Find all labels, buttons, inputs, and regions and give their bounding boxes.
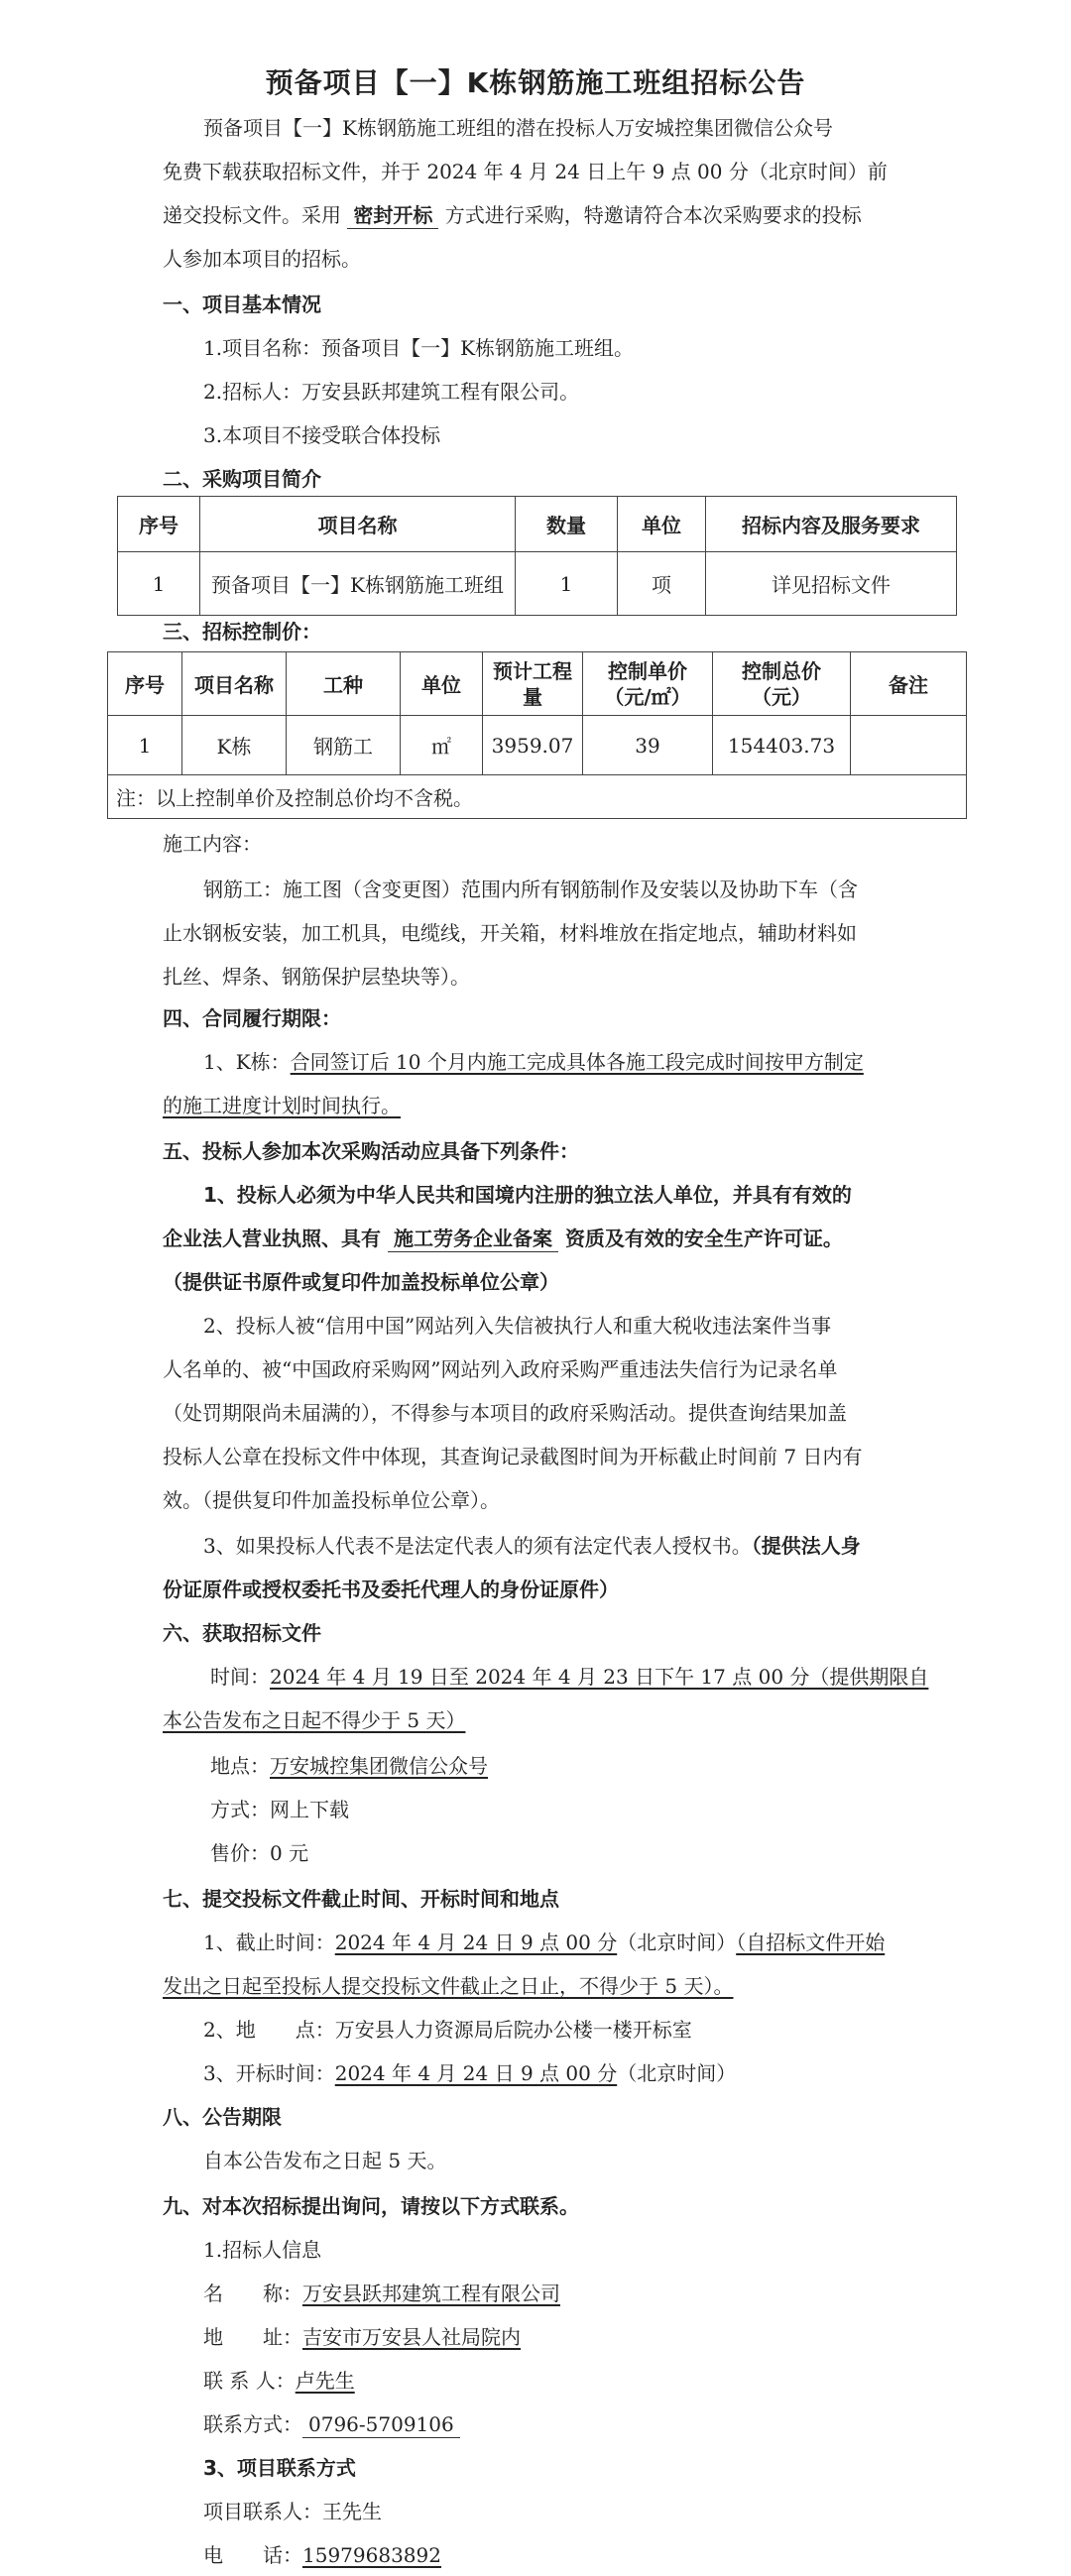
col-header: 序号 [118, 497, 200, 552]
tenderer-phone-value: 0796-5709106 [302, 2411, 460, 2438]
intro-text: 递交投标文件。采用 [163, 203, 341, 227]
price-table [107, 651, 967, 819]
col-header: 工种 [287, 652, 401, 716]
tenderer-address [203, 2322, 521, 2352]
deadline-line-1 [203, 1928, 885, 1957]
obtain-place [210, 1751, 488, 1781]
tenderer-name [203, 2279, 560, 2308]
project-phone-value: 15979683892 [302, 2543, 441, 2567]
col-header-part: 预计工程 [493, 658, 572, 683]
opening-location: 2、地 点：万安县人力资源局后院办公楼一楼开标室 [203, 2018, 692, 2042]
col-header: 单位 [401, 652, 483, 716]
col-header-part: （元） [752, 684, 811, 709]
intro-text: 方式进行采购，特邀请符合本次采购要求的投标 [444, 203, 862, 227]
col-header [713, 652, 851, 716]
contract-line-2: 的施工进度计划时间执行。 [163, 1094, 401, 1117]
col-header: 数量 [516, 497, 618, 552]
work-line-1: 钢筋工：施工图（含变更图）范围内所有钢筋制作及安装以及协助下车（含 [203, 878, 858, 901]
item-tenderer: 2.招标人：万安县跃邦建筑工程有限公司。 [203, 380, 580, 404]
table-row [118, 552, 957, 616]
bid-method: 密封开标 [347, 202, 438, 229]
tenderer-info-heading: 1.招标人信息 [203, 2238, 322, 2262]
contract-line-1 [203, 1047, 864, 1077]
condition-text: 3、如果投标人代表不是法定代表人的须有法定代表人授权书。 [203, 1534, 752, 1558]
section-heading-3: 三、招标控制价： [163, 620, 321, 644]
table-cell: 1 [108, 716, 182, 775]
table-cell: 39 [583, 716, 713, 775]
table-cell: K栋 [182, 716, 287, 775]
table-cell: 详见招标文件 [706, 552, 957, 616]
table-cell: 154403.73 [713, 716, 851, 775]
section-heading-4: 四、合同履行期限： [163, 1006, 341, 1030]
table-cell: 项 [618, 552, 706, 616]
item-project-name: 1.项目名称：预备项目【一】K栋钢筋施工班组。 [203, 336, 635, 360]
opening-time-label: 3、开标时间： [203, 2061, 335, 2085]
item-no-consortium: 3.本项目不接受联合体投标 [203, 423, 441, 447]
procurement-table [117, 496, 957, 616]
intro-line-3 [163, 200, 862, 230]
col-header-part: 控制单价 [608, 658, 687, 683]
col-header: 序号 [108, 652, 182, 716]
obtain-method: 方式：网上下载 [210, 1798, 349, 1821]
section-heading-8: 八、公告期限 [163, 2105, 282, 2129]
opening-time [203, 2058, 736, 2088]
col-header: 备注 [851, 652, 967, 716]
col-header-part: 量 [523, 684, 542, 709]
condition-2-line-3: （处罚期限尚未届满的），不得参与本项目的政府采购活动。提供查询结果加盖 [163, 1401, 847, 1425]
project-contact-label: 项目联系人： [203, 2500, 322, 2523]
section-heading-7: 七、提交投标文件截止时间、开标时间和地点 [163, 1887, 559, 1911]
qualification-required: 施工劳务企业备案 [388, 1226, 558, 1252]
page-title: 预备项目【一】K栋钢筋施工班组招标公告 [265, 66, 806, 99]
tenderer-name-value: 万安县跃邦建筑工程有限公司 [302, 2282, 560, 2305]
project-contact-heading: 3、项目联系方式 [203, 2456, 356, 2480]
col-header: 项目名称 [200, 497, 516, 552]
table-cell: ㎡ [401, 716, 483, 775]
table-cell: 钢筋工 [287, 716, 401, 775]
opening-time-value: 2024 年 4 月 24 日 9 点 00 分 [334, 2061, 618, 2085]
section-heading-5: 五、投标人参加本次采购活动应具备下列条件： [163, 1139, 579, 1163]
col-header [583, 652, 713, 716]
table-cell: 1 [118, 552, 200, 616]
tenderer-phone [203, 2409, 460, 2439]
work-line-2: 止水钢板安装，加工机具，电缆线，开关箱，材料堆放在指定地点，辅助材料如 [163, 921, 857, 945]
deadline-note: （自招标文件开始 [736, 1931, 886, 1954]
table-cell: 3959.07 [483, 716, 583, 775]
table-cell: 预备项目【一】K栋钢筋施工班组 [200, 552, 516, 616]
condition-1-line-2 [163, 1224, 843, 1253]
condition-1-line-1: 1、投标人必须为中华人民共和国境内注册的独立法人单位，并具有有效的 [203, 1183, 852, 1207]
work-line-3: 扎丝、焊条、钢筋保护层垫块等）。 [163, 965, 470, 989]
tenderer-contact [203, 2366, 355, 2396]
condition-2-line-1: 2、投标人被“信用中国”网站列入失信被执行人和重大税收违法案件当事 [203, 1314, 832, 1338]
price-note: 注：以上控制单价及控制总价均不含税。 [108, 775, 967, 819]
table-cell [851, 716, 967, 775]
obtain-place-value: 万安城控集团微信公众号 [270, 1754, 488, 1778]
tenderer-phone-label: 联系方式： [203, 2412, 302, 2436]
deadline-label: 1、截止时间： [203, 1931, 335, 1954]
contract-label: 1、K栋： [203, 1050, 291, 1074]
project-phone [203, 2540, 441, 2570]
intro-line-1: 预备项目【一】K栋钢筋施工班组的潜在投标人万安城控集团微信公众号 [203, 116, 833, 140]
contract-term: 合同签订后 10 个月内施工完成具体各施工段完成时间按甲方制定 [290, 1050, 864, 1074]
condition-2-line-2: 人名单的、被“中国政府采购网”网站列入政府采购严重违法失信行为记录名单 [163, 1357, 838, 1381]
section-heading-1: 一、项目基本情况 [163, 293, 321, 316]
col-header-part: 控制总价 [742, 658, 821, 683]
intro-line-2: 免费下载获取招标文件，并于 2024 年 4 月 24 日上午 9 点 00 分（北京时间）前 [163, 160, 888, 183]
condition-text-bold: （提供法人身 [751, 1534, 861, 1558]
condition-1-line-3: （提供证书原件或复印件加盖投标单位公章） [163, 1270, 559, 1294]
condition-3-line-1 [203, 1531, 861, 1561]
col-header [483, 652, 583, 716]
deadline-datetime: 2024 年 4 月 24 日 9 点 00 分 [334, 1931, 618, 1954]
condition-2-line-5: 效。（提供复印件加盖投标单位公章）。 [163, 1488, 500, 1512]
condition-text: 资质及有效的安全生产许可证。 [564, 1227, 843, 1250]
project-contact [203, 2497, 382, 2526]
condition-text: 企业法人营业执照、具有 [163, 1227, 381, 1250]
section-heading-9: 九、对本次招标提出询问，请按以下方式联系。 [163, 2194, 579, 2218]
tenderer-address-value: 吉安市万安县人社局院内 [302, 2325, 521, 2349]
obtain-time-label: 时间： [210, 1665, 270, 1689]
col-header: 招标内容及服务要求 [706, 497, 957, 552]
col-header-part: （元/㎡） [604, 684, 691, 709]
tenderer-contact-value: 卢先生 [295, 2369, 355, 2393]
deadline-line-2: 发出之日起至投标人提交投标文件截止之日止，不得少于 5 天）。 [163, 1974, 734, 1998]
tenderer-contact-label: 联 系 人： [203, 2369, 296, 2393]
obtain-price: 售价：0 元 [210, 1841, 309, 1865]
opening-time-zone: （北京时间） [617, 2061, 737, 2085]
table-row [108, 716, 967, 775]
intro-line-4: 人参加本项目的招标。 [163, 247, 361, 271]
notice-period: 自本公告发布之日起 5 天。 [203, 2149, 447, 2172]
obtain-time-line-1 [210, 1662, 928, 1692]
project-contact-value: 王先生 [322, 2500, 382, 2523]
col-header: 单位 [618, 497, 706, 552]
tenderer-address-label: 地 址： [203, 2325, 302, 2349]
col-header: 项目名称 [182, 652, 287, 716]
deadline-timezone: （北京时间） [617, 1931, 737, 1954]
work-heading: 施工内容： [163, 832, 262, 856]
table-cell: 1 [516, 552, 618, 616]
section-heading-2: 二、采购项目简介 [163, 467, 321, 491]
tenderer-name-label: 名 称： [203, 2282, 302, 2305]
obtain-time-line-2: 本公告发布之日起不得少于 5 天） [163, 1708, 466, 1732]
section-heading-6: 六、获取招标文件 [163, 1621, 321, 1645]
obtain-time-value: 2024 年 4 月 19 日至 2024 年 4 月 23 日下午 17 点 00 分（提供期限自 [270, 1665, 929, 1689]
condition-2-line-4: 投标人公章在投标文件中体现，其查询记录截图时间为开标截止时间前 7 日内有 [163, 1445, 863, 1468]
condition-3-line-2: 份证原件或授权委托书及委托代理人的身份证原件） [163, 1578, 619, 1601]
project-phone-label: 电 话： [203, 2543, 302, 2567]
obtain-place-label: 地点： [210, 1754, 270, 1778]
